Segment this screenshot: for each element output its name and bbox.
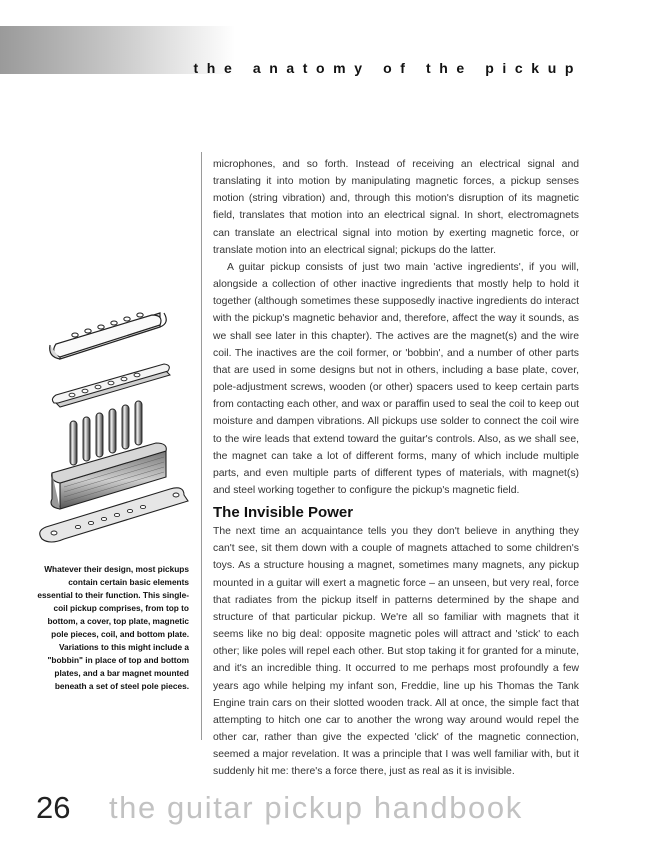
section-heading: The Invisible Power bbox=[213, 504, 354, 522]
pickup-cover bbox=[50, 313, 167, 359]
body-text-column bbox=[213, 156, 579, 780]
pickup-exploded-diagram bbox=[34, 305, 196, 553]
section-paragraph: The next time an acquaintance tells you they don't believe in anything they can't see, sit them down with a couple of magnets attached to some children's toys. As a structure housing a magnet, sometimes many magnets, any pickup mounted in a guitar will exert a magnetic force – an unseen, but very real, force that radiates from the pickup itself in patterns determined by the shape and structure of that particular pickup. We're all so familiar with magnets that it seems like no big deal: opposite magnetic poles will attract and 'stick' to each other; like poles will repel each other. But stop taking it for granted for a minute, and it's an incredible thing. It occurred to me perhaps most profoundly a few years ago while helping my infant son, Freddie, line up his Thomas the Tank Engine train cars on their slotted wooden track. All at once, the simple fact that attempting to hitch one car to another the wrong way around would repel the other car, rather than give the expected 'click' of the magnetic connection, seemed a major revelation. It was a principle that I was well familiar with, but it suddenly hit me: there's a force there, just as real as it is invisible. bbox=[213, 526, 579, 778]
page-footer bbox=[36, 790, 523, 826]
body-paragraph: microphones, and so forth. Instead of receiving an electrical signal and translating it into motion by manipulating magnetic forces, a pickup senses motion (string vibration) and, through this motion's disruption of its magnetic field, translates that motion into an electrical signal. In short, electromagnets can translate an electrical signal into motion by exerting magnetic force, or translate motion into an electrical signal; pickups do the latter. bbox=[213, 159, 579, 256]
running-head: the anatomy of the pickup bbox=[193, 60, 582, 76]
column-divider bbox=[201, 152, 202, 740]
body-paragraph: A guitar pickup consists of just two main 'active ingredients', if you will, alongside a collection of other inactive ingredients that mostly help to hold it together (although sometimes these supposedly inactive ingredients do interact with the pickup's magnetic behavior and, therefore, affect the way it sounds, as we shall see later in this chapter). The actives are the magnet(s) and the wire coil. The inactives are the coil former, or 'bobbin', and a number of other parts that are used in some designs but not in others, including a base plate, cover, pole-adjustment screws, wooden (or other) spacers used to keep certain parts from contacting each other, and wax or paraffin used to seal the coil to keep out moisture and dampen vibrations. All pickups use solder to connect the coil wire to the wire leads that extend toward the guitar's controls. Also, as we shall see, the magnet can take a lot of different forms, many of which include multiple parts, and even multiple parts of different types of materials, with magnet(s) and steel working together to configure the pickup's magnetic field. bbox=[213, 261, 579, 496]
page-number: 26 bbox=[36, 790, 71, 825]
figure-caption: Whatever their design, most pickups contain certain basic elements essential to their function. This single-coil pickup comprises, from top to bottom, a cover, top plate, magnetic pole pieces, coil, and bottom plate. Variations to this might include a "bobbin" in place of top and bottom plates, and a bar magnet mounted beneath a set of steel pole pieces. bbox=[37, 564, 189, 691]
pickup-top-plate bbox=[52, 364, 170, 407]
book-title: the guitar pickup handbook bbox=[108, 790, 523, 825]
